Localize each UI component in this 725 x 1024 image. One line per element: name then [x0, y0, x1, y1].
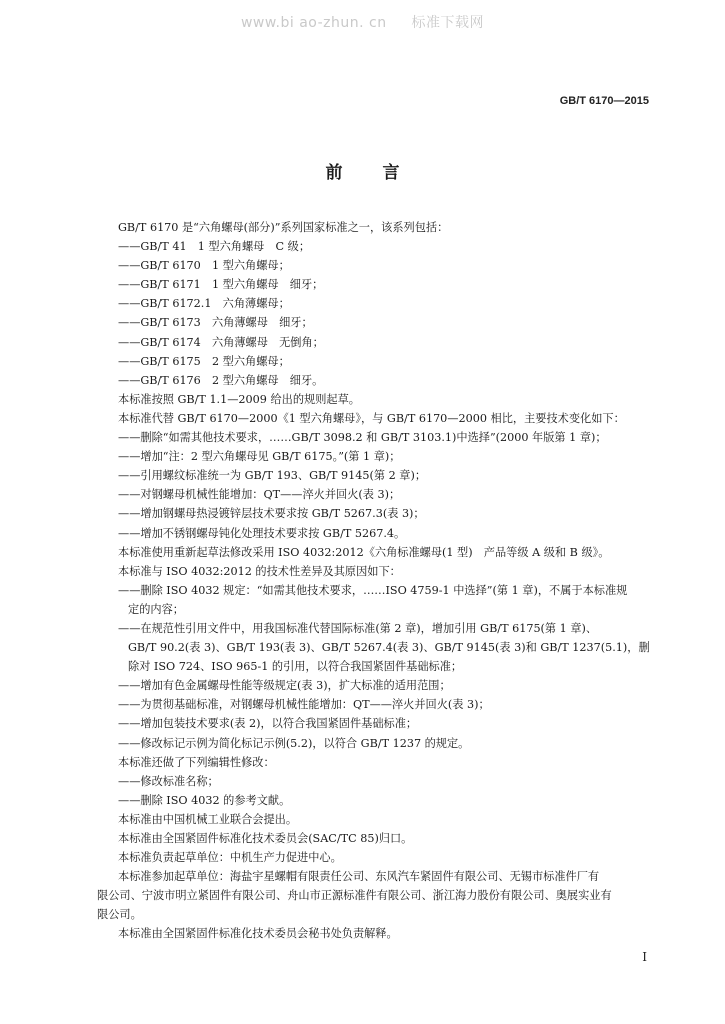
list-item: ——GB/T 6175 2 型六角螺母； [118, 354, 290, 368]
list-item: ——删除 ISO 4032 的参考文献。 [118, 793, 291, 807]
list-item: ——在规范性引用文件中，用我国标准代替国际标准(第 2 章)，增加引用 GB/T 6175(第 1 章)、 [118, 621, 598, 635]
list-item-continuation: GB/T 90.2(表 3)、GB/T 193(表 3)、GB/T 5267.4(表 3)、GB/T 9145(表 3)和 GB/T 1237(5.1)，删 [128, 641, 650, 655]
list-item: ——删除“如需其他技术要求，……GB/T 3098.2 和 GB/T 3103.1)中选择”(2000 年版第 1 章)； [118, 431, 607, 445]
paragraph: 本标准由中国机械工业联合会提出。 [118, 812, 298, 826]
watermark-label: 标准下载网 [411, 15, 485, 31]
paragraph: 本标准使用重新起草法修改采用 ISO 4032:2012《六角标准螺母(1 型) 产品等级 A 级和 B 级》。 [118, 545, 610, 559]
paragraph: GB/T 6170 是“六角螺母(部分)”系列国家标准之一，该系列包括： [118, 221, 449, 234]
paragraph: 本标准与 ISO 4032:2012 的技术性差异及其原因如下： [118, 564, 401, 578]
list-item: ——为贯彻基础标准，对钢螺母机械性能增加：QT——淬火并回火(表 3)； [118, 698, 490, 712]
page-number: I [642, 950, 647, 964]
list-item: ——修改标记示例为简化标记示例(5.2)，以符合 GB/T 1237 的规定。 [118, 736, 470, 750]
watermark-site: www.bi ao-zhun. cn [240, 15, 387, 31]
list-item: ——增加有色金属螺母性能等级规定(表 3)，扩大标准的适用范围； [118, 679, 451, 693]
paragraph-continuation: 限公司、宁波市明立紧固件有限公司、舟山市正源标准件有限公司、浙江海力股份有限公司、奥展实业有 [97, 889, 612, 903]
list-item: ——GB/T 6172.1 六角薄螺母； [118, 297, 290, 311]
paragraph: 本标准由全国紧固件标准化技术委员会(SAC/TC 85)归口。 [118, 832, 413, 845]
list-item: ——GB/T 6171 1 型六角螺母 细牙； [118, 278, 324, 292]
page-title: 前言 [325, 163, 440, 183]
list-item: ——GB/T 6170 1 型六角螺母； [118, 259, 290, 273]
standard-code: GB/T 6170—2015 [559, 95, 649, 107]
list-item: ——增加钢螺母热浸镀锌层技术要求按 GB/T 5267.3(表 3)； [118, 507, 425, 521]
list-item: ——GB/T 41 1 型六角螺母 C 级； [118, 240, 311, 254]
list-item: ——增加不锈钢螺母钝化处理技术要求按 GB/T 5267.4。 [118, 526, 406, 540]
foreword-body [97, 218, 653, 944]
list-item: ——增加包装技术要求(表 2)，以符合我国紧固件基础标准； [118, 717, 418, 731]
list-item-continuation: 定的内容； [128, 602, 184, 616]
list-item: ——修改标准名称； [118, 774, 219, 788]
paragraph: 本标准参加起草单位：海盐宇星螺帽有限责任公司、东风汽车紧固件有限公司、无锡市标准件厂有 [118, 870, 600, 884]
paragraph: 本标准代替 GB/T 6170—2000《1 型六角螺母》，与 GB/T 6170—2000 相比，主要技术变化如下： [118, 411, 625, 425]
paragraph: 本标准负责起草单位：中机生产力促进中心。 [118, 851, 342, 865]
watermark [0, 12, 725, 32]
list-item: ——增加“注：2 型六角螺母见 GB/T 6175。”(第 1 章)； [118, 450, 401, 464]
list-item: ——引用螺纹标准统一为 GB/T 193、GB/T 9145(第 2 章)； [118, 469, 427, 483]
list-item-continuation: 除对 ISO 724、ISO 965-1 的引用，以符合我国紧固件基础标准； [128, 660, 463, 674]
list-item: ——GB/T 6176 2 型六角螺母 细牙。 [118, 373, 324, 387]
paragraph: 本标准按照 GB/T 1.1—2009 给出的规则起草。 [118, 392, 360, 406]
list-item: ——对钢螺母机械性能增加：QT——淬火并回火(表 3)； [118, 488, 401, 502]
list-item: ——GB/T 6173 六角薄螺母 细牙； [118, 316, 313, 330]
paragraph: 本标准由全国紧固件标准化技术委员会秘书处负责解释。 [118, 927, 398, 941]
paragraph: 本标准还做了下列编辑性修改： [118, 755, 275, 769]
paragraph-continuation: 限公司。 [97, 908, 142, 922]
list-item: ——GB/T 6174 六角薄螺母 无倒角； [118, 335, 324, 349]
list-item: ——删除 ISO 4032 规定：“如需其他技术要求，……ISO 4759-1 中选择”(第 1 章)，不属于本标准规 [118, 583, 628, 597]
